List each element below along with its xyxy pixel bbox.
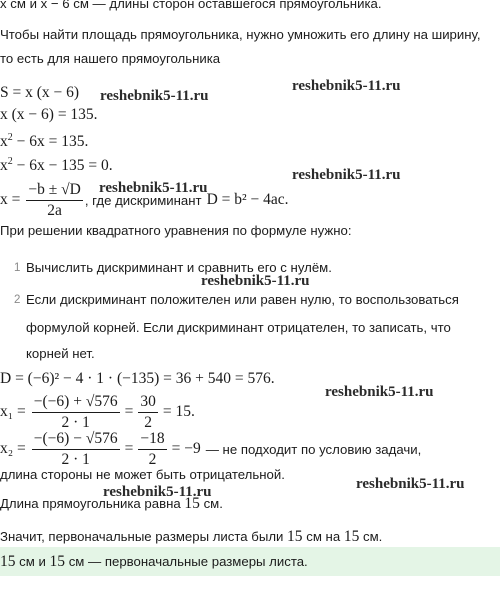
equation-area: S = x (x − 6): [0, 84, 80, 101]
step-1-marker: 1: [14, 262, 21, 274]
watermark: reshebnik5-11.ru: [356, 476, 465, 492]
watermark: reshebnik5-11.ru: [103, 484, 212, 500]
quadratic-fraction: $\frac{-b \pm √D}{2a}$: [28, 180, 81, 219]
step-2-line-2: формулой корней. Если дискриминант отрицателен, то записать, что: [26, 320, 451, 335]
step-2-line-3: корней нет.: [26, 346, 95, 361]
equation-1: x (x − 6) = 135.: [0, 106, 98, 123]
step-2-marker: 2: [14, 294, 21, 306]
text-line-6: длина стороны не может быть отрицательной.: [0, 467, 285, 482]
watermark: reshebnik5-11.ru: [99, 180, 208, 196]
text-line-3: то есть для нашего прямоугольника: [0, 51, 221, 66]
equation-2: $x^2 - 6x = 135$.: [0, 132, 89, 151]
answer-text: 15 см и 15 см — первоначальные размеры листа.: [0, 553, 308, 570]
step-1-line-1: Вычислить дискриминант и сравнить его с нулём.: [26, 260, 332, 275]
watermark: reshebnik5-11.ru: [100, 88, 209, 104]
quadratic-formula: x = $\frac{-b \pm √D}{2a}$ , где дискриминант D = b² − 4ac.: [0, 180, 289, 219]
text-line-2: Чтобы найти площадь прямоугольника, нужно умножить его длину на ширину,: [0, 27, 481, 42]
discriminant-equation: D = (−6)² − 4 · 1 · (−135) = 36 + 540 = 576.: [0, 370, 275, 387]
equation-3: $x^2 - 6x - 135 = 0$.: [0, 156, 113, 175]
root-x2: x₂ = $\frac{-(-6) - √576}{2 \cdot 1}$ = $\frac{-18}{2}$ = −9 — не подходит по условию задачи,: [0, 429, 422, 468]
watermark: reshebnik5-11.ru: [292, 78, 401, 94]
step-2-line-1: Если дискриминант положителен или равен нулю, то воспользоваться: [26, 292, 459, 307]
text-line-7: Длина прямоугольника равна 15 см.: [0, 495, 223, 512]
root-x1: x₁ = $\frac{-(-6) + √576}{2 \cdot 1}$ = $\frac{30}{2}$ = 15.: [0, 392, 195, 431]
text-line-5: При решении квадратного уравнения по формуле нужно:: [0, 223, 352, 238]
watermark: reshebnik5-11.ru: [201, 273, 310, 289]
watermark: reshebnik5-11.ru: [325, 384, 434, 400]
text-line-8: Значит, первоначальные размеры листа были 15 см на 15 см.: [0, 528, 383, 545]
text-line-1: x см и x − 6 см — длины сторон оставшегося прямоугольника.: [0, 0, 382, 11]
watermark: reshebnik5-11.ru: [292, 167, 401, 183]
